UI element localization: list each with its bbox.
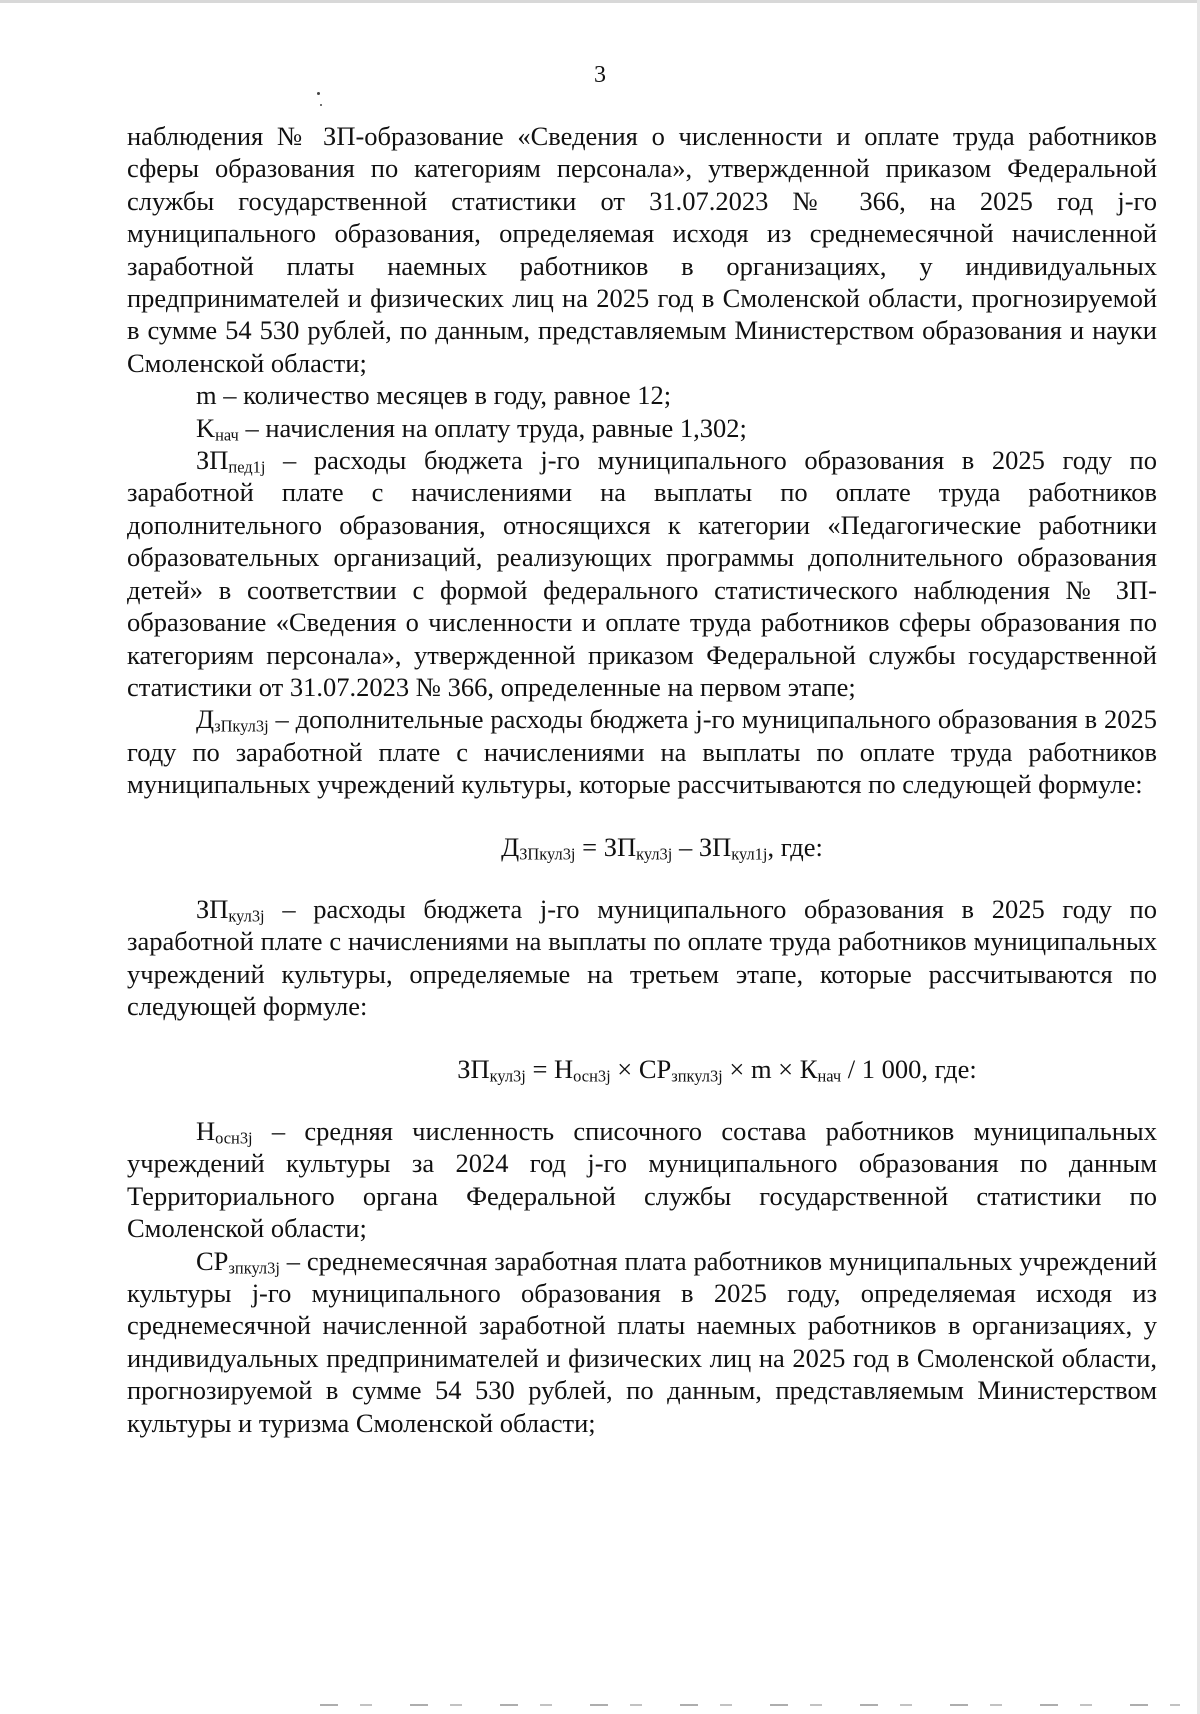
formula-tail: / 1 000, где: [841,1053,977,1084]
definition-text: – расходы бюджета j-го муниципального образования в 2025 году по заработной плате с начислениями на выплаты по оплате труда работников дополнительного образования, относящихся к категории «Педагогические работники образовательных организаций, реализующих программы дополнительного образования детей» в соответствии с формой федерального статистического наблюдения № ЗП-образование «Сведения о численности и оплате труда работников сферы образования по категориям персонала», утвержденной приказом Федеральной службы государственной статистики от 31.07.2023 № 366, определенные на первом этапе; [127,445,1157,702]
formula-symbol: ЗП [698,831,732,862]
formula-symbol: К [799,1053,818,1084]
formula-subscript: осн3j [573,1066,611,1086]
formula-subscript: кул1j [731,844,768,864]
formula-zpkul [127,1053,1157,1085]
paragraph-nosn-definition [127,1115,1157,1245]
paragraph-zpped-definition [127,444,1157,703]
formula-symbol: Д [501,831,520,862]
formula-symbol: СР [638,1053,672,1084]
definition-text: – начисления на оплату труда, равные 1,302; [238,412,747,443]
page-number: 3 [594,62,606,88]
formula-symbol: Н [554,1053,574,1084]
symbol-subscript: кул3j [228,906,265,926]
formula-symbol: ЗП [457,1053,490,1084]
formula-dzp [127,831,1157,863]
symbol-subscript: пед1j [228,457,266,477]
definition-text: – среднемесячная заработная плата работников муниципальных учреждений культуры j-го муниципального образования в 2025 году, определяемая исходя из среднемесячной начисленной заработной платы наемных работников в организациях, у индивидуальных предпринимателей и физических лиц на 2025 год в Смоленской области, прогнозируемой в сумме 54 530 рублей, по данным, представляемым Министерством культуры и туризма Смоленской области; [127,1245,1157,1438]
paragraph-knach-definition [127,412,1157,444]
symbol: K [196,412,216,443]
formula-operator: × [610,1053,639,1084]
paragraph-zpkul-definition [127,893,1157,1023]
definition-text: – средняя численность списочного состава работников муниципальных учреждений культуры за 2024 год j-го муниципального образования по данным Территориального органа Федеральной службы государственной статистики по Смоленской области; [127,1115,1157,1244]
scan-speck [317,92,320,95]
symbol: ЗП [196,893,229,924]
formula-symbol: ЗП [603,831,637,862]
formula-subscript: нач [817,1066,842,1086]
paragraph-dzp-definition [127,703,1157,800]
scan-speck [320,104,322,106]
symbol: ЗП [196,445,229,476]
formula-tail: , где: [767,831,823,862]
formula-operator: = [525,1053,555,1084]
formula-subscript: зпкул3j [671,1066,723,1086]
symbol-subscript: зпкул3j [228,1258,280,1278]
symbol-subscript: нач [215,425,239,445]
formula-subscript: кул3j [636,844,673,864]
symbol: Д [196,704,215,735]
symbol-subscript: осн3j [215,1128,253,1148]
definition-text: – расходы бюджета j-го муниципального образования в 2025 году по заработной плате с начислениями на выплаты по оплате труда работников муниципальных учреждений культуры, определяемые на третьем этапе, которые рассчитываются по следующей формуле: [127,893,1157,1022]
formula-subscript: ЗПкул3j [519,844,576,864]
formula-operator: – [672,831,699,862]
symbol: Н [196,1115,216,1146]
formula-operator: = [575,831,604,862]
paragraph-continuation: наблюдения № ЗП-образование «Сведения о численности и оплате труда работников сферы образования по категориям персонала», утвержденной приказом Федеральной службы государственной статистики от 31.07.2023 № 366, на 2025 год j-го муниципального образования, определяемая исходя из среднемесячной начисленной заработной платы наемных работников в организациях, у индивидуальных предпринимателей и физических лиц на 2025 год в Смоленской области, прогнозируемой в сумме 54 530 рублей, по данным, представляемым Министерством образования и науки Смоленской области; [127,121,1157,378]
scan-bottom-noise [320,1704,1180,1706]
symbol: СР [196,1245,229,1276]
paragraph-m-definition: m – количество месяцев в году, равное 12; [196,380,672,411]
document-body [127,120,1157,1439]
symbol-subscript: зПкул3j [214,716,269,736]
formula-subscript: кул3j [489,1066,526,1086]
formula-operator: × m × [722,1053,800,1084]
paragraph-srzp-definition [127,1245,1157,1439]
scan-edge-top [0,0,1200,3]
definition-text: – дополнительные расходы бюджета j-го муниципального образования в 2025 году по заработной плате с начислениями на выплаты по оплате труда работников муниципальных учреждений культуры, которые рассчитываются по следующей формуле: [127,704,1157,800]
